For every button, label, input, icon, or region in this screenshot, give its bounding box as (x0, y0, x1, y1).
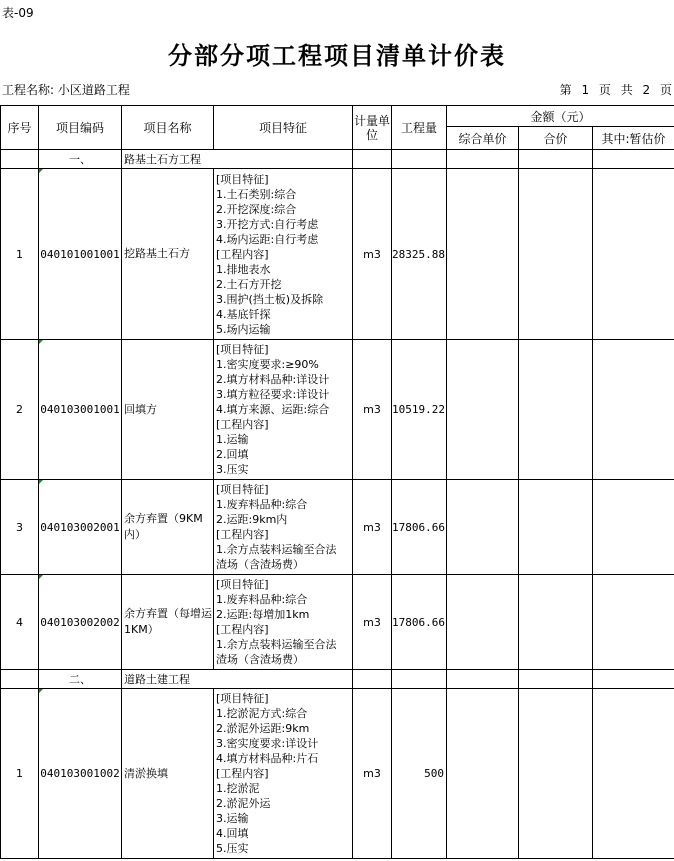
feature-line: 1.运输 (216, 433, 249, 446)
feature-line: 2.开挖深度:综合 (216, 202, 297, 216)
item-name: 清淤换填 (122, 689, 214, 859)
feature-line: 3.围护(挡土板)及拆除 (216, 292, 324, 306)
feature-line: 3.运输 (216, 812, 249, 825)
item-total (519, 575, 593, 670)
header-amount: 金额（元） (447, 106, 674, 127)
feature-line: 5.场内运输 (216, 322, 271, 336)
header-row-1 (1, 106, 674, 127)
header-name: 项目名称 (122, 106, 214, 150)
feature-line: 渣场（含渣场费） (216, 558, 304, 571)
form-number: 表-09 (2, 6, 34, 20)
item-seq: 4 (1, 575, 39, 670)
empty-cell (593, 670, 674, 689)
item-code: 040101001001 (39, 169, 122, 340)
feature-line: 5.压实 (216, 842, 249, 855)
header-unit: 计量单位 (353, 106, 392, 150)
feature-line: [工程内容] (216, 767, 269, 780)
section-blank (1, 670, 39, 689)
item-unit-price (447, 480, 519, 575)
feature-line: 2.淤泥外运距:9km (216, 722, 310, 735)
item-est (593, 689, 674, 859)
header-feature: 项目特征 (214, 106, 353, 150)
item-unit-price (447, 169, 519, 340)
feature-line: 2.运距:9km内 (216, 513, 288, 526)
section-row (1, 670, 674, 689)
feature-line: [项目特征] (216, 692, 269, 705)
item-code: 040103001002 (39, 689, 122, 859)
item-seq: 3 (1, 480, 39, 575)
item-name: 余方弃置（9KM内） (122, 480, 214, 575)
item-unit: m3 (353, 169, 392, 340)
feature-line: 2.运距:每增加1km (216, 608, 310, 621)
item-qty: 17806.66 (392, 575, 447, 670)
item-total (519, 689, 593, 859)
item-name: 余方弃置（每增运1KM） (122, 575, 214, 670)
table-body (1, 150, 674, 859)
item-seq: 1 (1, 689, 39, 859)
item-total (519, 480, 593, 575)
header-total: 合价 (519, 127, 593, 150)
feature-line: 4.回填 (216, 827, 249, 840)
feature-line: 4.填方来源、运距:综合 (216, 403, 330, 416)
empty-cell (392, 670, 447, 689)
table-row (1, 169, 674, 340)
item-unit: m3 (353, 575, 392, 670)
item-est (593, 340, 674, 480)
feature-line: 1.余方点装料运输至合法 (216, 543, 337, 556)
header-est: 其中:暂估价 (593, 127, 674, 150)
item-unit-price (447, 340, 519, 480)
feature-line: 4.场内运距:自行考虑 (216, 232, 319, 246)
feature-line: 2.土石方开挖 (216, 277, 282, 291)
feature-line: 2.填方材料品种:详设计 (216, 373, 330, 386)
feature-line: 4.填方材料品种:片石 (216, 752, 319, 765)
section-blank (1, 150, 39, 169)
feature-line: 1.土石类别:综合 (216, 187, 297, 201)
header-code: 项目编码 (39, 106, 122, 150)
item-unit-price (447, 575, 519, 670)
bill-of-quantities-table (0, 105, 674, 859)
header-qty: 工程量 (392, 106, 447, 150)
item-name: 挖路基土石方 (122, 169, 214, 340)
feature-line: [工程内容] (216, 418, 269, 431)
feature-line: 渣场（含渣场费） (216, 653, 304, 666)
empty-cell (593, 150, 674, 169)
empty-cell (392, 150, 447, 169)
header-unit-price: 综合单价 (447, 127, 519, 150)
section-number: 二、 (39, 670, 122, 689)
header-seq: 序号 (1, 106, 39, 150)
empty-cell (353, 150, 392, 169)
item-seq: 2 (1, 340, 39, 480)
feature-line: [项目特征] (216, 343, 269, 356)
item-est (593, 480, 674, 575)
feature-line: 1.挖淤泥方式:综合 (216, 707, 308, 720)
table-row (1, 480, 674, 575)
item-name: 回填方 (122, 340, 214, 480)
empty-cell (447, 150, 519, 169)
empty-cell (519, 150, 593, 169)
feature-line: [工程内容] (216, 247, 269, 261)
feature-line: [项目特征] (216, 172, 269, 186)
item-qty: 17806.66 (392, 480, 447, 575)
page-indicator: 第 1 页 共 2 页 (559, 83, 672, 97)
project-info-row (0, 81, 674, 99)
feature-line: 2.淤泥外运 (216, 797, 271, 810)
empty-cell (519, 670, 593, 689)
item-qty: 28325.88 (392, 169, 447, 340)
feature-line: 3.压实 (216, 463, 249, 476)
item-code: 040103002002 (39, 575, 122, 670)
project-name-label: 工程名称: 小区道路工程 (2, 83, 130, 97)
item-est (593, 575, 674, 670)
feature-line: 1.密实度要求:≥90% (216, 358, 319, 371)
feature-line: 3.密实度要求:详设计 (216, 737, 319, 750)
feature-line: 1.排地表水 (216, 262, 271, 276)
item-features (214, 340, 353, 480)
feature-line: [项目特征] (216, 578, 269, 591)
feature-line: 3.开挖方式:自行考虑 (216, 217, 319, 231)
feature-line: 3.填方粒径要求:详设计 (216, 388, 330, 401)
item-unit: m3 (353, 340, 392, 480)
feature-line: [工程内容] (216, 623, 269, 636)
section-name: 道路土建工程 (122, 670, 353, 689)
item-qty: 10519.22 (392, 340, 447, 480)
table-row (1, 340, 674, 480)
item-qty: 500 (392, 689, 447, 859)
feature-line: [项目特征] (216, 483, 269, 496)
item-total (519, 340, 593, 480)
feature-line: 1.挖淤泥 (216, 782, 260, 795)
item-code: 040103002001 (39, 480, 122, 575)
item-est (593, 169, 674, 340)
item-total (519, 169, 593, 340)
item-features (214, 169, 353, 340)
item-unit-price (447, 689, 519, 859)
section-name: 路基土石方工程 (122, 150, 353, 169)
feature-line: 2.回填 (216, 448, 249, 461)
item-features (214, 575, 353, 670)
section-row (1, 150, 674, 169)
item-features (214, 689, 353, 859)
item-unit: m3 (353, 480, 392, 575)
empty-cell (353, 670, 392, 689)
feature-line: 4.基底钎探 (216, 307, 271, 321)
table-row (1, 575, 674, 670)
page-title: 分部分项工程项目清单计价表 (168, 41, 506, 70)
item-unit: m3 (353, 689, 392, 859)
feature-line: 1.废弃料品种:综合 (216, 498, 308, 511)
empty-cell (447, 670, 519, 689)
table-row (1, 689, 674, 859)
section-number: 一、 (39, 150, 122, 169)
item-code: 040103001001 (39, 340, 122, 480)
feature-line: 1.余方点装料运输至合法 (216, 638, 337, 651)
item-seq: 1 (1, 169, 39, 340)
item-features (214, 480, 353, 575)
feature-line: [工程内容] (216, 528, 269, 541)
feature-line: 1.废弃料品种:综合 (216, 593, 308, 606)
